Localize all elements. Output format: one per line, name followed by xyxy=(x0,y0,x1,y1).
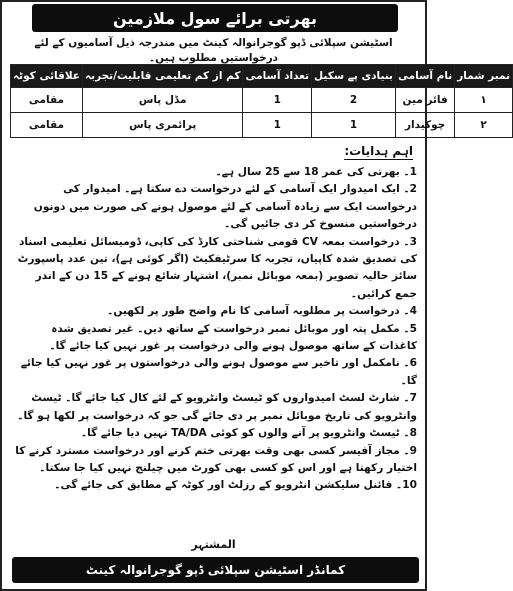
intro-text: اسٹیشن سپلائی ڈپو گوجرانوالہ کینٹ میں مندرجہ ذیل آسامیوں کے لئے درخواستیں مطلوب ہیں۔ xyxy=(34,37,393,64)
page-title: بھرتی برائے سول ملازمین xyxy=(113,8,318,28)
cell-qualification: پرائمری پاس xyxy=(82,113,242,138)
cell-qualification: مڈل پاس xyxy=(82,88,242,113)
col-vacancies: تعداد آسامی xyxy=(243,65,312,88)
instruction-item: 7۔ شارٹ لسٹ امیدواروں کو ٹیسٹ وانٹرویو کے لئے کال کیا جائے گا۔ ٹیسٹ وانٹرویو کی تاریخ موبائل نمبر پر دی جائے گی جو کہ درخواست پر لکھا ہو گا۔ xyxy=(17,392,417,422)
cell-quota: مقامی xyxy=(11,113,83,138)
col-post-name: نام آسامی xyxy=(396,65,455,88)
instruction-item: 10۔ فائنل سلیکشن انٹرویو کے رزلٹ اور کوٹہ کے مطابق کی جائے گی۔ xyxy=(54,479,417,492)
posts-table xyxy=(10,64,513,138)
col-quota: علاقائی کوٹہ xyxy=(11,65,83,88)
instruction-item: 4۔ درخواست پر مطلوبہ آسامی کا نام واضح طور پر لکھیں۔ xyxy=(107,305,417,318)
col-serial: نمبر شمار xyxy=(455,65,513,88)
instruction-item: 6۔ نامکمل اور تاخیر سے موصول ہونے والی درخواستوں پر غور نہیں کیا جائے گا۔ xyxy=(20,357,417,387)
cell-pay-scale: 1 xyxy=(312,113,396,138)
title-banner xyxy=(32,4,398,32)
footer xyxy=(2,538,425,555)
cell-pay-scale: 2 xyxy=(312,88,396,113)
instructions-list xyxy=(12,164,417,495)
cell-serial: ۲ xyxy=(455,113,513,138)
footer-banner xyxy=(12,557,419,583)
instructions-heading: اہم ہدایات: xyxy=(344,144,413,158)
col-pay-scale: بنیادی پے سکیل xyxy=(312,65,396,88)
instruction-item: 8۔ ٹیسٹ وانٹرویو پر آنے والوں کو کوئی TA/DA نہیں دیا جائے گا۔ xyxy=(80,427,417,440)
cell-vacancies: 1 xyxy=(243,88,312,113)
table-header-row xyxy=(11,65,513,88)
office-name: کمانڈر اسٹیشن سپلائی ڈپو گوجرانوالہ کینٹ xyxy=(85,563,346,577)
table-row xyxy=(11,113,513,138)
cell-post-name: چوکیدار xyxy=(396,113,455,138)
instruction-item: 5۔ مکمل پتہ اور موبائل نمبر درخواست کے ساتھ دیں۔ غیر تصدیق شدہ کاغذات کے ساتھ موصول ہونے والی درخواست پر غور نہیں کیا جائے گا۔ xyxy=(49,322,417,353)
cell-vacancies: 1 xyxy=(243,113,312,138)
cell-quota: مقامی xyxy=(11,88,83,113)
instruction-item: 1۔ بھرتی کی عمر 18 سے 25 سال ہے۔ xyxy=(215,166,417,178)
table-row xyxy=(11,88,513,113)
col-qualification: کم از کم تعلیمی قابلیت/تجربہ xyxy=(82,65,242,88)
cell-serial: ۱ xyxy=(455,88,513,113)
advertiser-label: المشتہر xyxy=(191,538,236,551)
cell-post-name: فائر مین xyxy=(396,88,455,113)
instruction-item: 3۔ درخواست بمعہ CV قومی شناختی کارڈ کی کاپی، ڈومیسائل تعلیمی اسناد کی تصدیق شدہ کاپیاں، تجربہ کا سرٹیفکیٹ (اگر کوئی ہے)، تین عدد پاسپورٹ سائز حالیہ تصویر (بمعہ موبائل نمبر)، اشتہار شائع ہونے کے 15 دن کے اندر جمع کرائیں۔ xyxy=(17,235,417,300)
instruction-item: 9۔ مجاز آفیسر کسی بھی وقت بھرتی ختم کرنے اور درخواست مسترد کرنے کا اختیار رکھتا ہے اور اس کو کسی بھی کورٹ میں چیلنج نہیں کیا جا سکتا۔ xyxy=(15,444,417,474)
instruction-item: 2۔ ایک امیدوار ایک آسامی کے لئے درخواست دے سکتا ہے۔ امیدوار کی درخواست ایک سے زیادہ آسامی کے لئے موصول ہونے کی صورت میں دونوں درخواستیں منسوخ کر دی جائیں گی۔ xyxy=(33,183,417,231)
